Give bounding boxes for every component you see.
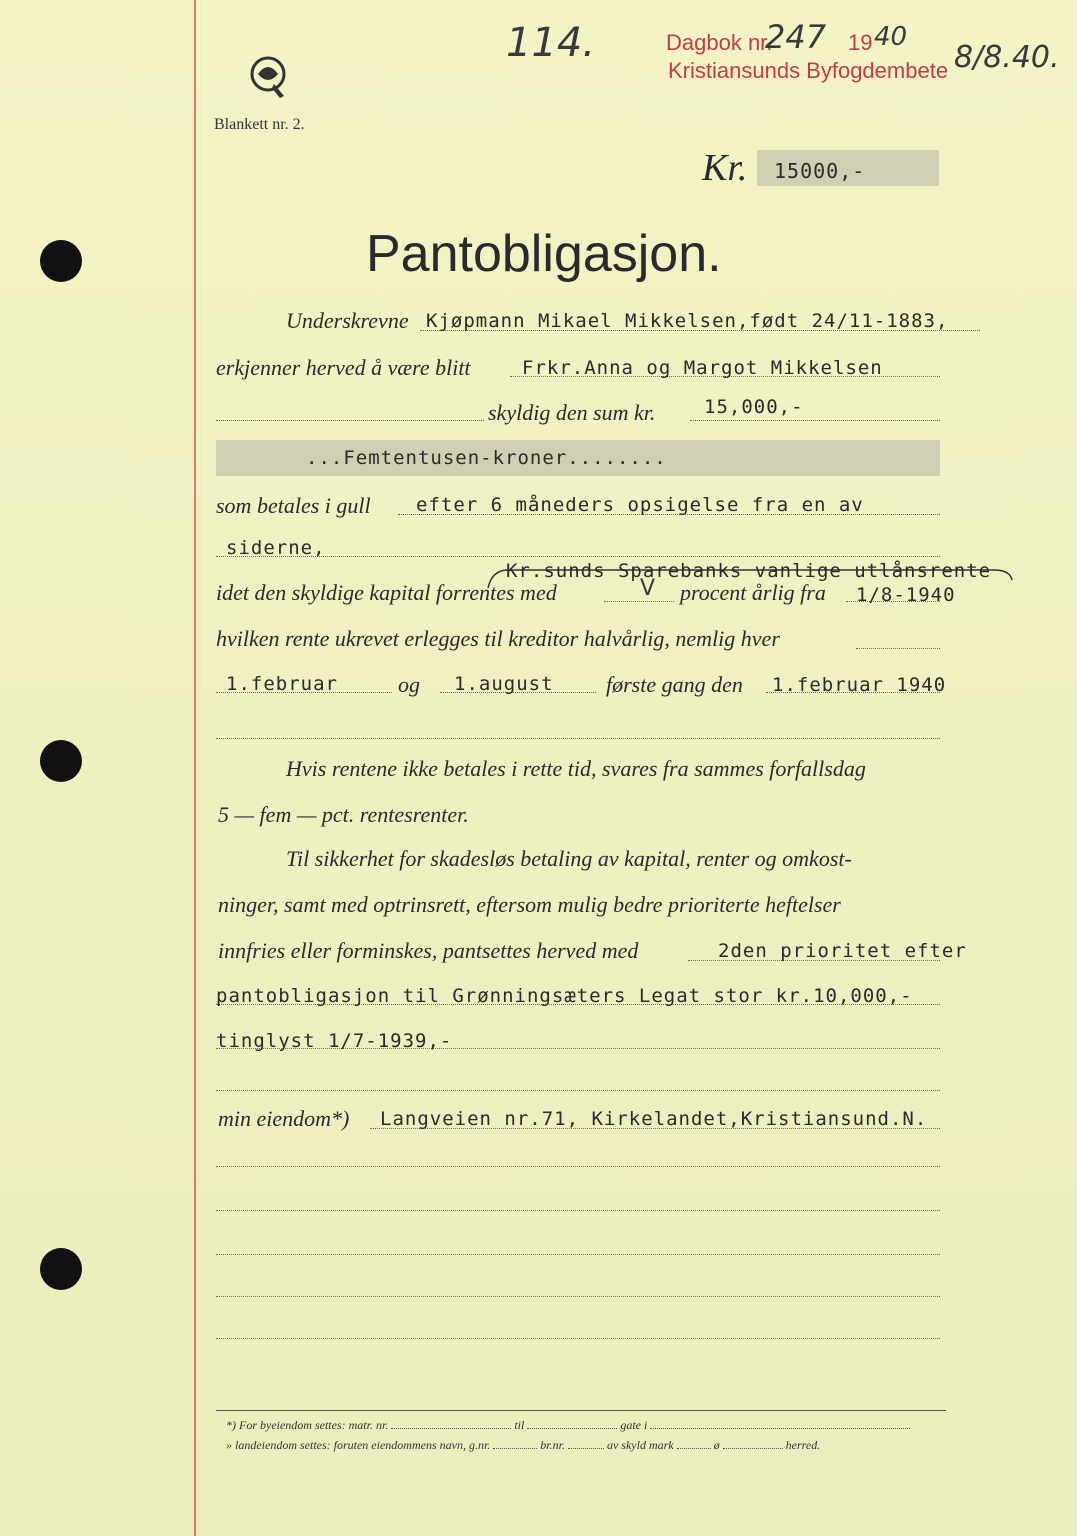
dotted-line: [493, 1448, 537, 1449]
first-value: 1.februar 1940: [772, 674, 947, 696]
paragraph-2-line-1: Til sikkerhet for skadesløs betaling av kapital, renter og omkost-: [286, 846, 852, 871]
dotted-line: [216, 1090, 940, 1091]
dotted-line: [568, 1448, 604, 1449]
interest-mark: V: [640, 576, 656, 601]
footnote-gate: gate i: [620, 1418, 648, 1432]
document-title: Pantobligasjon.: [366, 225, 722, 283]
dotted-line: [216, 1338, 940, 1339]
priority-insert: 2den prioritet efter: [718, 940, 967, 962]
dotted-line: [216, 738, 940, 739]
amount-prefix: Kr.: [702, 147, 748, 189]
pay-label: som betales i gull: [216, 493, 371, 518]
punch-hole: [40, 1248, 82, 1290]
og-label: og: [398, 672, 420, 697]
date-handwritten: 8/8.40.: [954, 40, 1060, 75]
punch-hole: [40, 740, 82, 782]
undersigned-value: Kjøpmann Mikael Mikkelsen,født 24/11-1883,: [426, 310, 949, 332]
dotted-line: [650, 1428, 910, 1429]
interest-label-1: idet den skyldige kapital forrentes med: [216, 580, 557, 605]
footnote-line-1: [226, 1418, 910, 1433]
footnote-city-label: *) For byeiendom settes: matr. nr.: [226, 1418, 389, 1432]
footnote-rule: [216, 1410, 946, 1411]
footnote-herred: herred.: [785, 1438, 821, 1452]
paragraph-1-line-1: Hvis rentene ikke betales i rette tid, svares fra sammes forfallsdag: [286, 756, 866, 781]
owes-value: 15,000,-: [704, 396, 804, 418]
dotted-line: [216, 1166, 940, 1167]
acknowledges-label: erkjenner herved å være blitt: [216, 355, 471, 380]
dotted-line: [677, 1448, 711, 1449]
dagbok-year-hand: 40: [874, 22, 908, 52]
amount-words: ...Femtentusen-kroner........: [306, 447, 667, 469]
rent-date-1: 1.februar: [226, 673, 338, 695]
footnote-line-2: [226, 1438, 820, 1453]
footnote-land-label: » landeiendom settes: foruten eiendommens navn, g.nr.: [226, 1438, 491, 1452]
dotted-line: [604, 601, 674, 602]
footnote-o: ø: [713, 1438, 720, 1452]
emblem-logo: [244, 52, 296, 104]
pay-value: efter 6 måneders opsigelse fra en av: [416, 494, 864, 516]
margin-line: [194, 0, 196, 1536]
amount-value: 15000,-: [774, 159, 866, 183]
dotted-line: [216, 1296, 940, 1297]
pay-value-2: siderne,: [226, 537, 326, 559]
footnote-brnr: br.nr.: [540, 1438, 565, 1452]
paragraph-1-line-2: 5 — fem — pct. rentesrenter.: [218, 802, 469, 827]
rent-date-2: 1.august: [454, 673, 554, 695]
dagbok-year: 19: [848, 30, 873, 55]
acknowledges-value: Frkr.Anna og Margot Mikkelsen: [522, 357, 883, 379]
dotted-line: [216, 1210, 940, 1211]
undersigned-label: Underskrevne: [286, 308, 409, 333]
paragraph-2-line-5: tinglyst 1/7-1939,-: [216, 1030, 453, 1052]
dotted-line: [216, 1254, 940, 1255]
paragraph-2-line-4: pantobligasjon til Grønningsæters Legat stor kr.10,000,-: [216, 985, 913, 1007]
dotted-line: [690, 420, 940, 421]
property-value: Langveien nr.71, Kirkelandet,Kristiansund.N.: [380, 1108, 928, 1130]
punch-hole: [40, 240, 82, 282]
footnote-til: til: [514, 1418, 525, 1432]
footnote-skyld: av skyld mark: [606, 1438, 674, 1452]
first-label: første gang den: [606, 672, 743, 697]
dotted-line: [856, 648, 940, 649]
dagbok-label: Dagbok nr.: [666, 30, 773, 55]
interest-label-2: procent årlig fra: [680, 580, 826, 605]
page-number: 114.: [506, 20, 596, 66]
paragraph-2-line-3: innfries eller forminskes, pantsettes herved med: [218, 938, 639, 963]
dotted-line: [391, 1428, 511, 1429]
owes-label: skyldig den sum kr.: [488, 400, 656, 425]
paragraph-2-line-2: ninger, samt med optrinsrett, eftersom mulig bedre prioriterte heftelser: [218, 892, 841, 917]
rent-label: hvilken rente ukrevet erlegges til kreditor halvårlig, nemlig hver: [216, 626, 780, 651]
dagbok-number: 247: [765, 18, 827, 56]
property-label: min eiendom*): [218, 1106, 350, 1131]
dotted-line: [527, 1428, 617, 1429]
dotted-line: [723, 1448, 783, 1449]
interest-date: 1/8-1940: [856, 584, 956, 606]
court-stamp: Kristiansunds Byfogdembete: [668, 58, 949, 83]
interest-insert: Kr.sunds Sparebanks vanlige utlånsrente: [506, 560, 992, 582]
dotted-line: [216, 420, 484, 421]
form-label: Blankett nr. 2.: [214, 116, 305, 133]
